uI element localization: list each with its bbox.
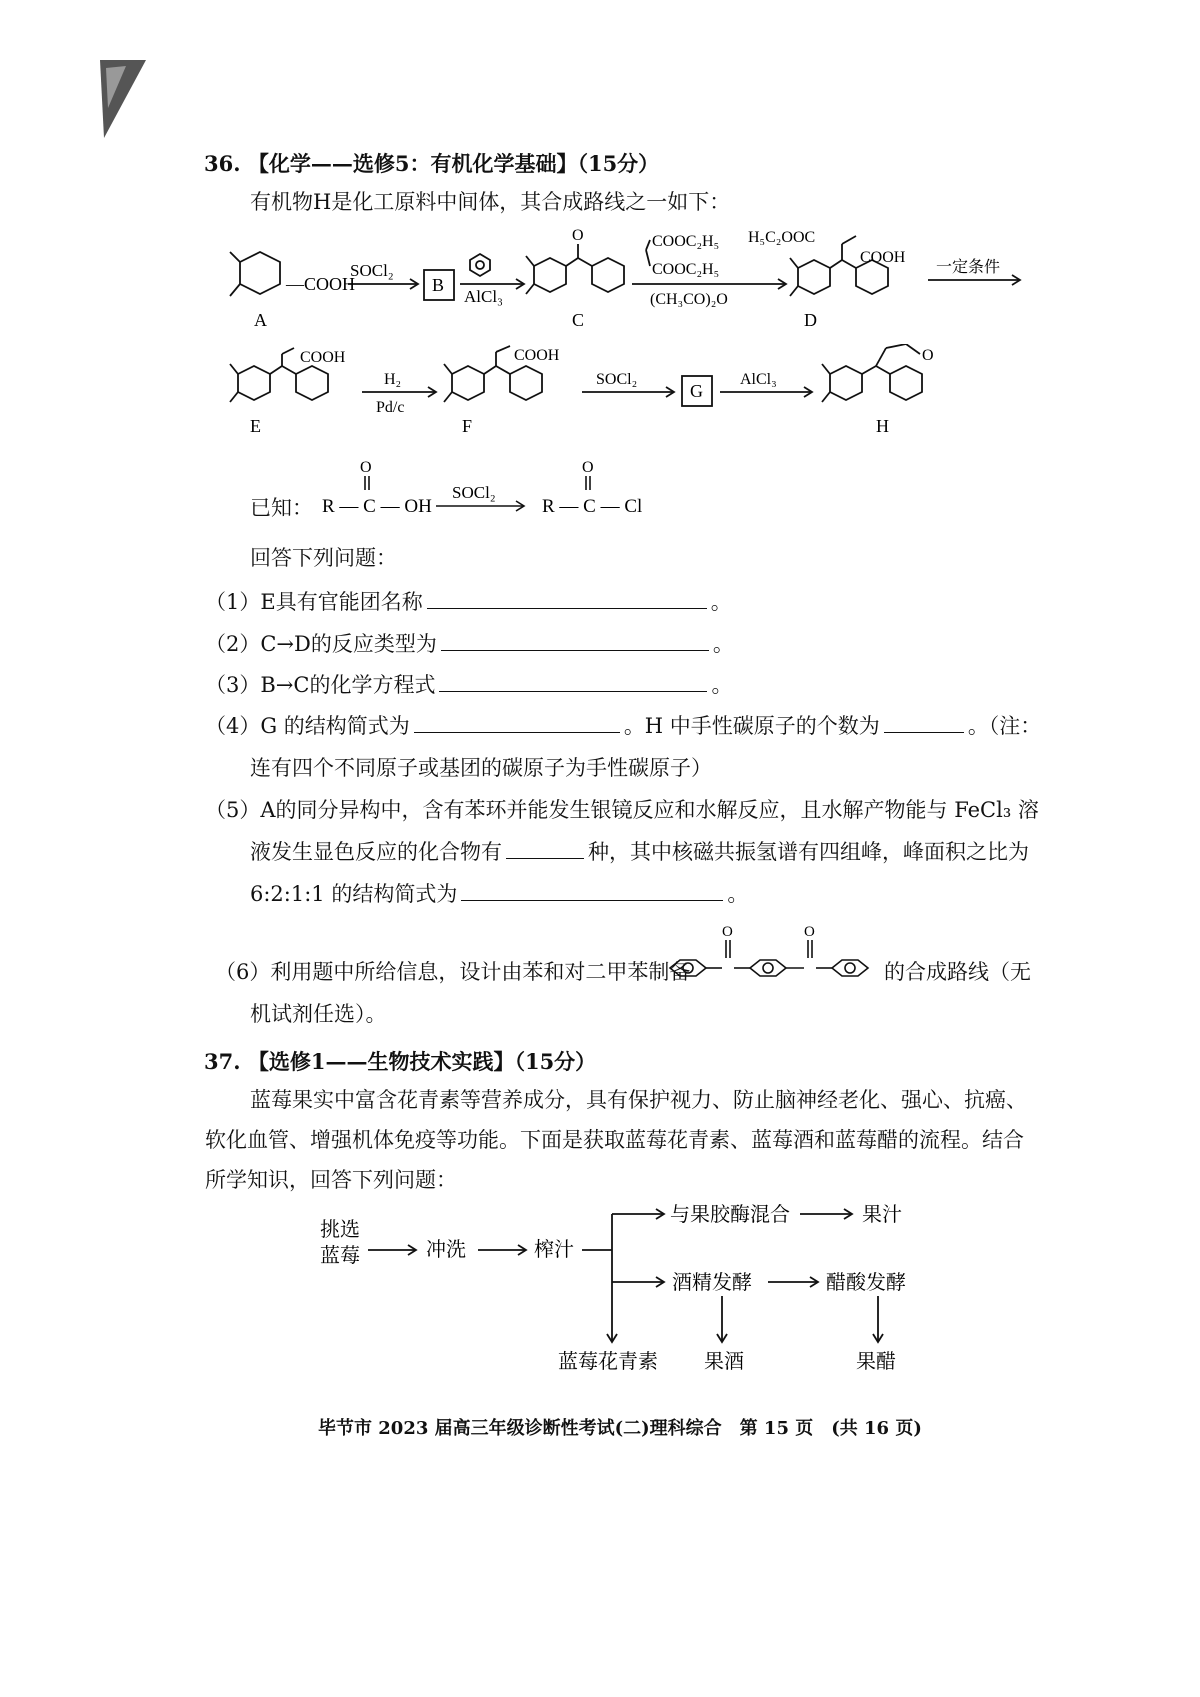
flow-pectinase: 与果胶酶混合 xyxy=(670,1202,790,1226)
d-ester: H₅C₂OOC xyxy=(748,229,816,246)
e-cooh: COOH xyxy=(300,349,346,366)
known-rhs: R — C — Cl xyxy=(542,496,643,517)
flow-vinegar: 果醋 xyxy=(856,1349,896,1373)
reagent-anhydride: (CH₃CO)₂O xyxy=(650,291,728,308)
answer-blank-5a[interactable] xyxy=(506,840,584,859)
label-f: F xyxy=(462,416,473,436)
question-5-line2: 液发生显色反应的化合物有 种，其中核磁共振氢谱有四组峰，峰面积之比为 xyxy=(250,840,1029,864)
reagent-h2: H₂ xyxy=(384,371,402,388)
answer-blank-4b[interactable] xyxy=(884,714,964,733)
question-6-tail: 的合成路线（无 xyxy=(884,960,1031,984)
answer-blank-3[interactable] xyxy=(439,673,707,692)
answer-blank-5b[interactable] xyxy=(461,882,723,901)
target-compound xyxy=(664,920,880,986)
question-6-line2: 机试剂任选）。 xyxy=(250,1002,387,1026)
label-c: C xyxy=(572,310,585,330)
c-oxygen: O xyxy=(572,227,584,244)
flow-press: 榨汁 xyxy=(534,1237,574,1261)
d-cooh: COOH xyxy=(860,249,906,266)
reagent-condition: 一定条件 xyxy=(936,259,1001,276)
flow-wine: 果酒 xyxy=(704,1349,744,1373)
reagent-socl2-1: SOCl₂ xyxy=(350,261,394,280)
answer-blank-2[interactable] xyxy=(441,632,709,651)
question-5-line3: 6:2:1:1 的结构简式为 。 xyxy=(250,882,749,906)
reagent-malonate-1: COOC₂H₅ xyxy=(652,233,720,250)
flow-juice: 果汁 xyxy=(862,1202,902,1226)
q37-paragraph-3: 所学知识，回答下列问题： xyxy=(205,1168,457,1192)
answer-blank-1[interactable] xyxy=(427,590,707,609)
blueberry-flow-diagram xyxy=(300,1196,940,1376)
question-5-line1: （5）A的同分异构中，含有苯环并能发生银镜反应和水解反应，且水解产物能与 FeCl₃ 溶 xyxy=(205,798,1039,822)
known-o-2: O xyxy=(582,459,594,476)
label-b: B xyxy=(432,275,445,295)
question-4-note: 连有四个不同原子或基团的碳原子为手性碳原子） xyxy=(250,756,712,780)
question-1: （1）E具有官能团名称 。 xyxy=(205,590,732,614)
a-cooh: —COOH xyxy=(286,274,356,294)
compound-a-ring xyxy=(240,252,280,294)
scan-corner-mark xyxy=(96,58,148,140)
known-reaction xyxy=(318,456,658,520)
q37-title: 37. 【选修1——生物技术实践】（15分） xyxy=(204,1049,597,1074)
target-o-1: O xyxy=(722,924,733,940)
question-2: （2）C→D的反应类型为 。 xyxy=(205,632,734,656)
flow-alcohol-ferm: 酒精发酵 xyxy=(672,1270,752,1294)
reagent-pdc: Pd/c xyxy=(376,399,405,416)
q37-paragraph-1: 蓝莓果实中富含花青素等营养成分，具有保护视力、防止脑神经老化、强心、抗癌、 xyxy=(250,1088,1027,1112)
flow-pick-2: 蓝莓 xyxy=(320,1243,360,1267)
label-g: G xyxy=(690,381,703,401)
answer-prompt: 回答下列问题： xyxy=(250,546,397,570)
question-6-line1: （6）利用题中所给信息，设计由苯和对二甲苯制备 xyxy=(215,960,691,984)
flow-acetic-ferm: 醋酸发酵 xyxy=(826,1270,906,1294)
flow-pick-1: 挑选 xyxy=(320,1217,360,1241)
label-a: A xyxy=(254,310,267,330)
reagent-alcl3-1: AlCl₃ xyxy=(464,287,503,306)
synthesis-route-row2 xyxy=(200,344,960,444)
q36-intro: 有机物H是化工原料中间体，其合成路线之一如下： xyxy=(250,190,731,214)
synthesis-route-row1 xyxy=(200,222,1040,342)
reagent-socl2-2: SOCl₂ xyxy=(596,371,638,388)
h-oxygen: O xyxy=(922,347,934,364)
flow-wash: 冲洗 xyxy=(426,1237,466,1261)
q36-title: 36. 【化学——选修5：有机化学基础】（15分） xyxy=(204,151,660,176)
question-3: （3）B→C的化学方程式 。 xyxy=(205,673,733,697)
q37-paragraph-2: 软化血管、增强机体免疫等功能。下面是获取蓝莓花青素、蓝莓酒和蓝莓醋的流程。结合 xyxy=(205,1128,1024,1152)
known-label: 已知： xyxy=(250,496,313,520)
flow-anthocyanin: 蓝莓花青素 xyxy=(558,1349,658,1373)
target-o-2: O xyxy=(804,924,815,940)
f-cooh: COOH xyxy=(514,347,560,364)
known-lhs: R — C — OH xyxy=(322,496,432,517)
known-o-1: O xyxy=(360,459,372,476)
label-d: D xyxy=(804,310,817,330)
label-e: E xyxy=(250,416,261,436)
question-4: （4）G 的结构简式为 。H 中手性碳原子的个数为 。（注： xyxy=(205,714,1042,738)
page-footer: 毕节市 2023 届高三年级诊断性考试(二)理科综合 第 15 页 (共 16 页) xyxy=(318,1418,922,1439)
known-socl2: SOCl₂ xyxy=(452,483,496,502)
label-h: H xyxy=(876,416,889,436)
reagent-alcl3-2: AlCl₃ xyxy=(740,371,777,388)
answer-blank-4a[interactable] xyxy=(414,714,620,733)
reagent-malonate-2: COOC₂H₅ xyxy=(652,261,720,278)
